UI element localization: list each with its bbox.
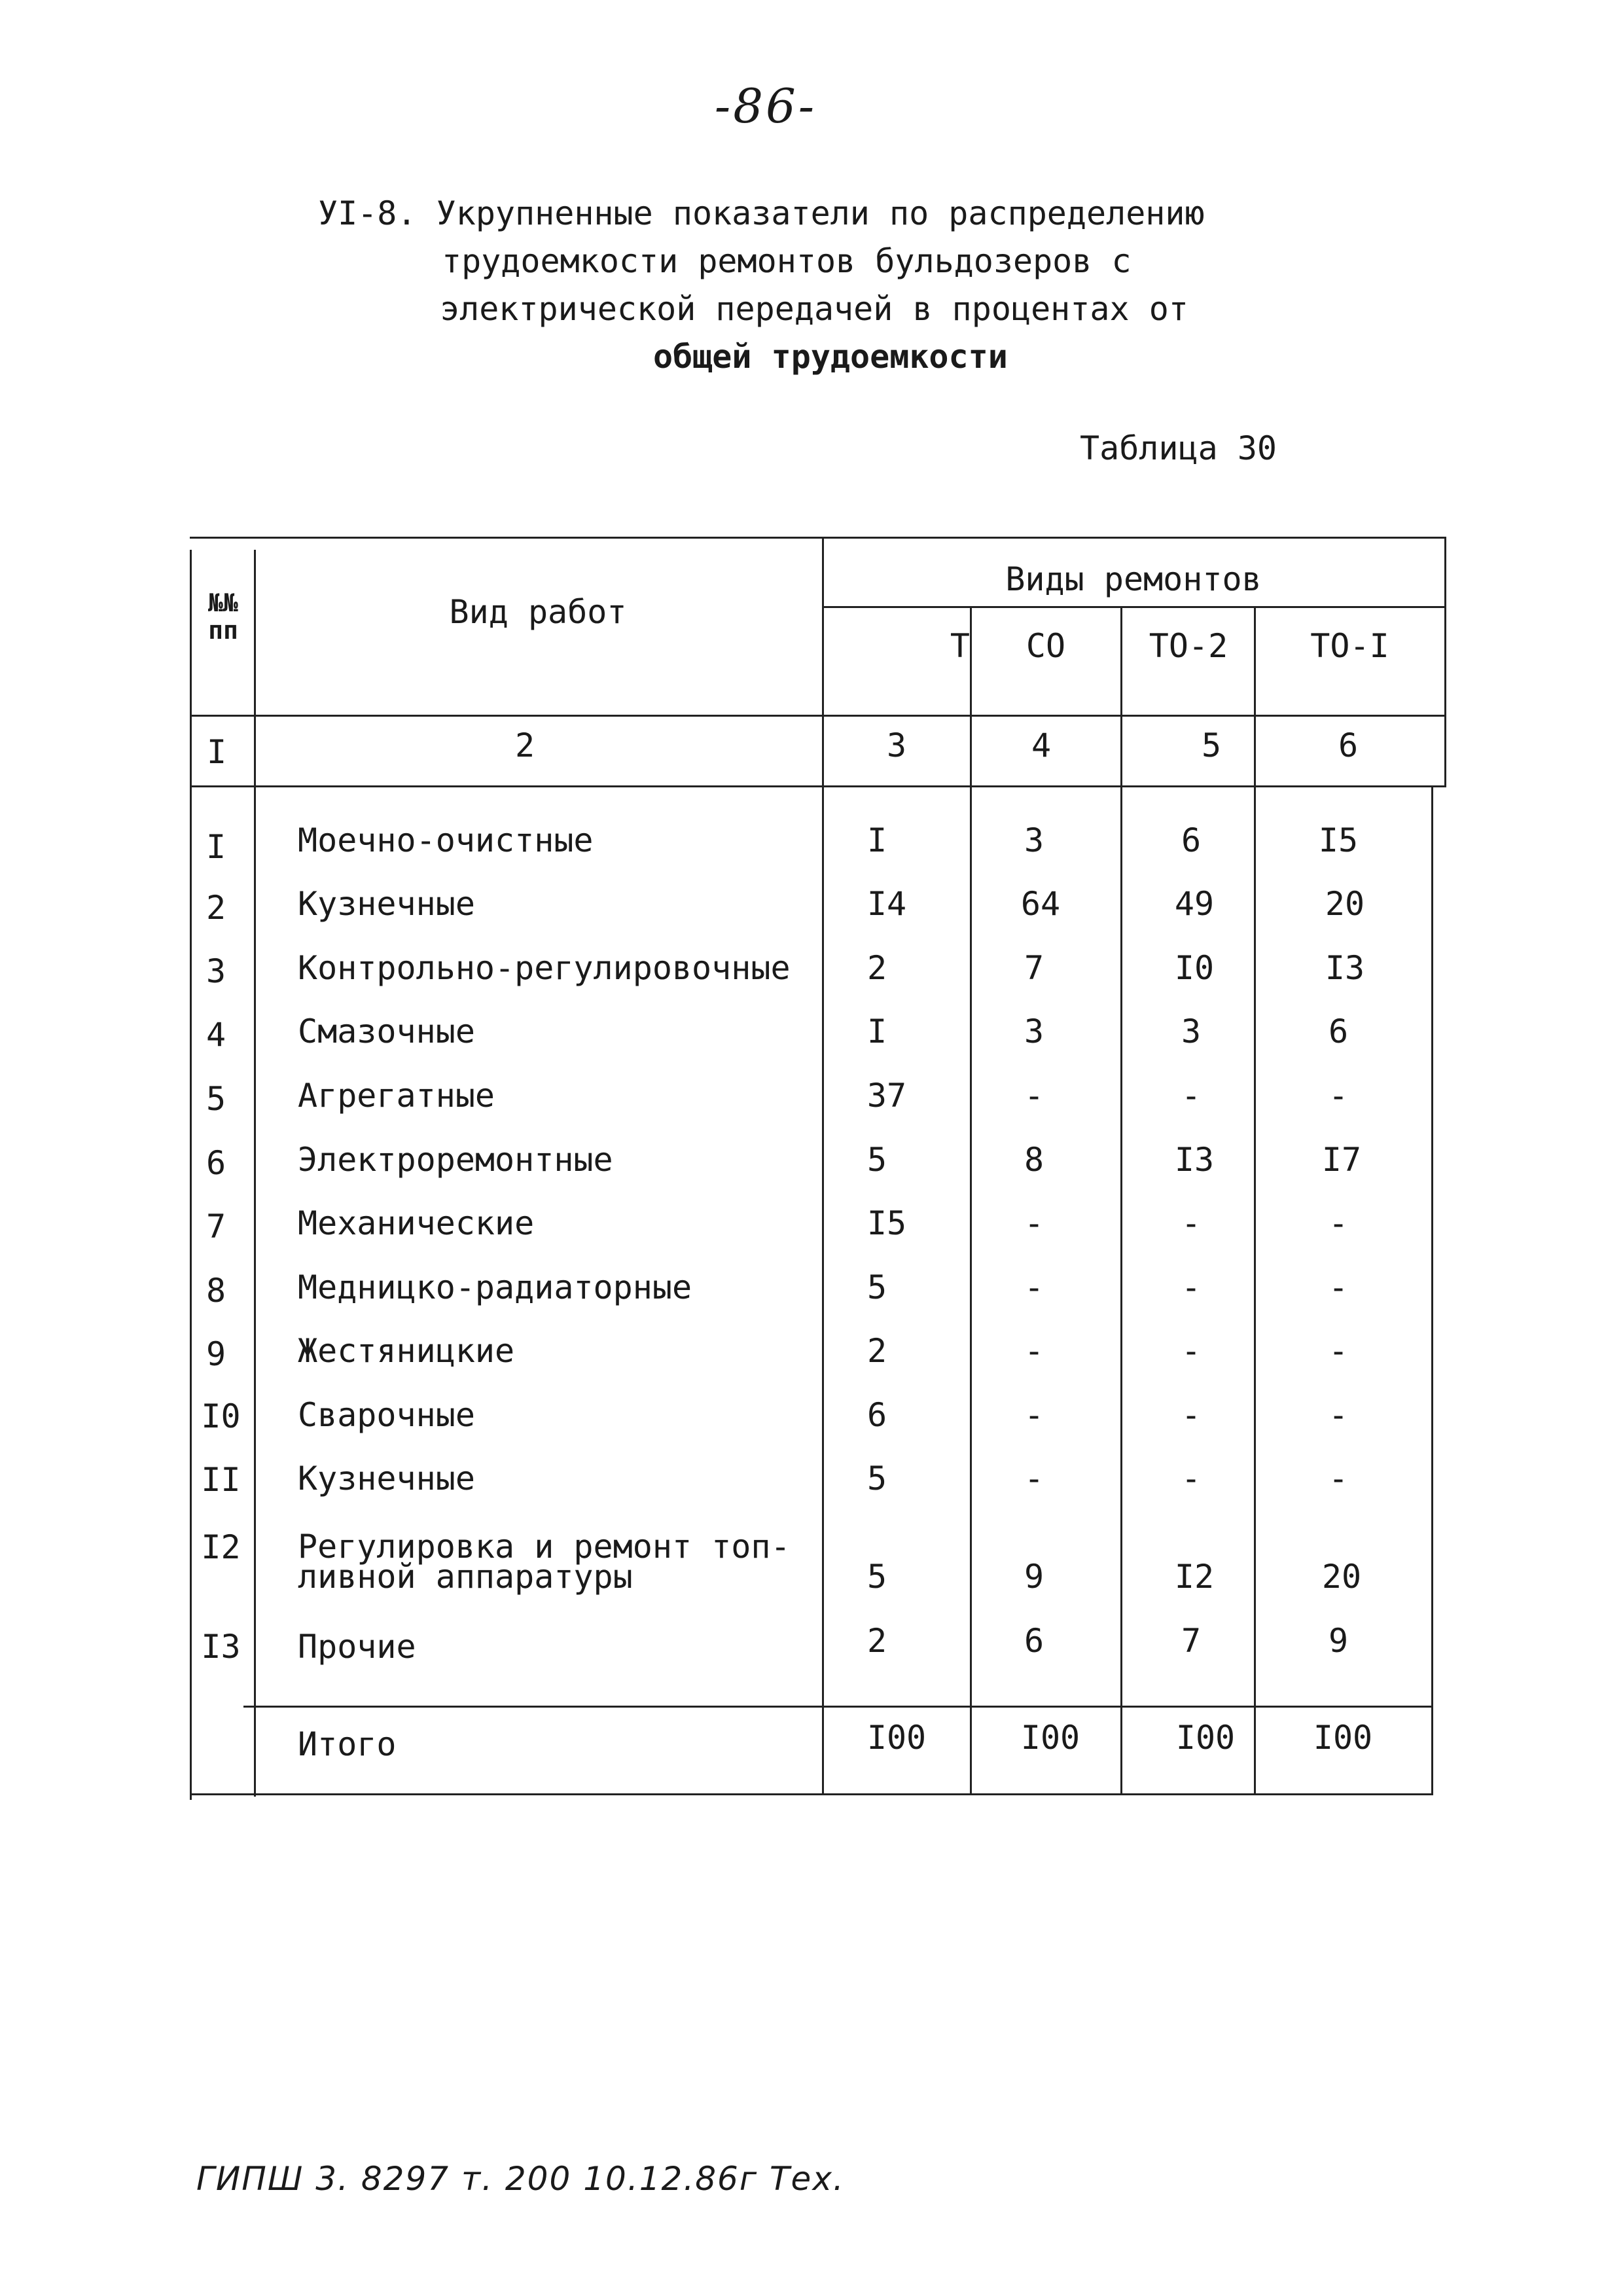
value-to2: I0 [1174, 949, 1215, 987]
value-t: 5 [866, 1460, 887, 1498]
heading-line-3: электрической передачей в процентах от [440, 290, 1188, 328]
work-name: Смазочные [298, 1013, 475, 1050]
value-to1: 20 [1325, 885, 1365, 923]
work-name: Электроремонтные [298, 1141, 613, 1179]
value-t: I4 [866, 885, 907, 923]
work-name: Прочие [298, 1628, 416, 1666]
total-so: I00 [1020, 1719, 1080, 1757]
colnum-bottom-rule [190, 785, 1446, 787]
num-col-rule [254, 550, 256, 1797]
table-bottom-border [190, 1793, 1433, 1795]
row-number: 9 [205, 1335, 226, 1373]
num-column-header: №№ пп [208, 588, 238, 645]
value-t: 5 [866, 1558, 887, 1596]
row-number: I3 [201, 1628, 241, 1666]
row-number: 4 [205, 1016, 226, 1054]
value-so: - [1024, 1332, 1044, 1370]
value-to1: I5 [1318, 821, 1359, 859]
row-number: I2 [201, 1528, 241, 1566]
work-name: Агрегатные [298, 1077, 495, 1115]
header-bottom-rule [190, 715, 1446, 717]
row-number: 2 [205, 889, 226, 927]
value-so: 3 [1024, 821, 1044, 859]
table-label: Таблица 30 [1080, 429, 1277, 467]
heading-line-1: УI-8. Укрупненные показатели по распределению [318, 194, 1205, 232]
repair-type-header: ТО-2 [1149, 627, 1228, 665]
row-number: 8 [205, 1272, 226, 1310]
value-so: 9 [1024, 1558, 1044, 1596]
column-number: 6 [1338, 726, 1359, 764]
table-top-border [190, 537, 1446, 539]
column-number: I [206, 733, 227, 771]
work-name: Кузнечные [298, 885, 475, 923]
value-t: 5 [866, 1268, 887, 1306]
value-to1: - [1328, 1332, 1349, 1370]
value-to2: - [1181, 1396, 1202, 1434]
value-to1: I7 [1321, 1141, 1362, 1179]
value-to2: - [1181, 1204, 1202, 1242]
work-name: Контрольно-регулировочные [298, 949, 791, 987]
archive-stamp: ГИПШ 3. 8297 т. 200 10.12.86г Тех. [196, 2160, 845, 2198]
value-to2: - [1181, 1332, 1202, 1370]
col-4-rule [1120, 606, 1122, 1793]
value-t: 37 [866, 1077, 907, 1115]
value-to1: 6 [1328, 1013, 1349, 1050]
value-to1: - [1328, 1396, 1349, 1434]
total-to1: I00 [1313, 1719, 1373, 1757]
value-t: 2 [866, 949, 887, 987]
value-so: 8 [1024, 1141, 1044, 1179]
value-so: 6 [1024, 1622, 1044, 1660]
repair-type-header: СО [1026, 627, 1066, 665]
total-t: I00 [866, 1719, 927, 1757]
row-number: I [205, 828, 226, 866]
row-number: 7 [205, 1208, 226, 1246]
group-header-rule [822, 606, 1446, 608]
page-number: -86- [714, 79, 817, 134]
value-t: 5 [866, 1141, 887, 1179]
value-to1: - [1328, 1268, 1349, 1306]
repair-type-header: ТО-I [1310, 627, 1389, 665]
value-to2: - [1181, 1460, 1202, 1498]
row-number: II [201, 1461, 241, 1499]
row-number: 3 [205, 952, 226, 990]
work-name: Жестяницкие [298, 1332, 515, 1370]
total-label: Итого [298, 1725, 397, 1763]
work-name: Кузнечные [298, 1460, 475, 1498]
value-t: I [866, 821, 887, 859]
work-name-line-2: ливной аппаратуры [298, 1558, 633, 1596]
col-5-rule [1254, 606, 1256, 1793]
value-so: - [1024, 1268, 1044, 1306]
row-number: 6 [205, 1144, 226, 1182]
table-right-border-lower [1431, 785, 1433, 1793]
repair-type-header: Т [950, 627, 970, 665]
value-to1: - [1328, 1460, 1349, 1498]
column-number: 2 [514, 726, 535, 764]
heading-line-4: общей трудоемкости [653, 338, 1008, 376]
value-so: 7 [1024, 949, 1044, 987]
value-t: 2 [866, 1332, 887, 1370]
heading-line-2: трудоемкости ремонтов бульдозеров с [442, 242, 1132, 280]
value-t: 2 [866, 1622, 887, 1660]
column-number: 4 [1031, 726, 1052, 764]
value-to2: - [1181, 1268, 1202, 1306]
work-name: Медницко-радиаторные [298, 1268, 692, 1306]
value-to2: I3 [1174, 1141, 1215, 1179]
total-to2: I00 [1175, 1719, 1236, 1757]
work-name: Моечно-очистные [298, 821, 594, 859]
table-left-border [190, 550, 192, 1800]
column-number: 3 [886, 726, 907, 764]
value-so: - [1024, 1396, 1044, 1434]
work-name: Сварочные [298, 1396, 475, 1434]
value-so: 3 [1024, 1013, 1044, 1050]
col-3-rule [970, 606, 972, 1793]
value-to1: 9 [1328, 1622, 1349, 1660]
value-to1: I3 [1325, 949, 1365, 987]
value-so: - [1024, 1460, 1044, 1498]
value-to1: 20 [1321, 1558, 1362, 1596]
repair-types-group-header: Виды ремонтов [1005, 560, 1262, 598]
value-to2: 6 [1181, 821, 1202, 859]
value-to1: - [1328, 1204, 1349, 1242]
work-col-rule [822, 537, 824, 1793]
work-name-line-1: Регулировка и ремонт топ- [298, 1528, 791, 1566]
table-heading [288, 190, 1270, 381]
work-column-header: Вид работ [449, 593, 627, 631]
value-to2: 49 [1174, 885, 1215, 923]
value-so: - [1024, 1077, 1044, 1115]
value-to2: I2 [1174, 1558, 1215, 1596]
table-right-border [1444, 537, 1446, 785]
value-to2: - [1181, 1077, 1202, 1115]
value-to1: - [1328, 1077, 1349, 1115]
value-to2: 7 [1181, 1622, 1202, 1660]
column-number: 5 [1201, 726, 1222, 764]
value-to2: 3 [1181, 1013, 1202, 1050]
row-number: I0 [201, 1397, 241, 1435]
value-so: 64 [1020, 885, 1061, 923]
row-number: 5 [205, 1080, 226, 1118]
work-name: Механические [298, 1204, 535, 1242]
value-t: 6 [866, 1396, 887, 1434]
value-so: - [1024, 1204, 1044, 1242]
value-t: I5 [866, 1204, 907, 1242]
value-t: I [866, 1013, 887, 1050]
